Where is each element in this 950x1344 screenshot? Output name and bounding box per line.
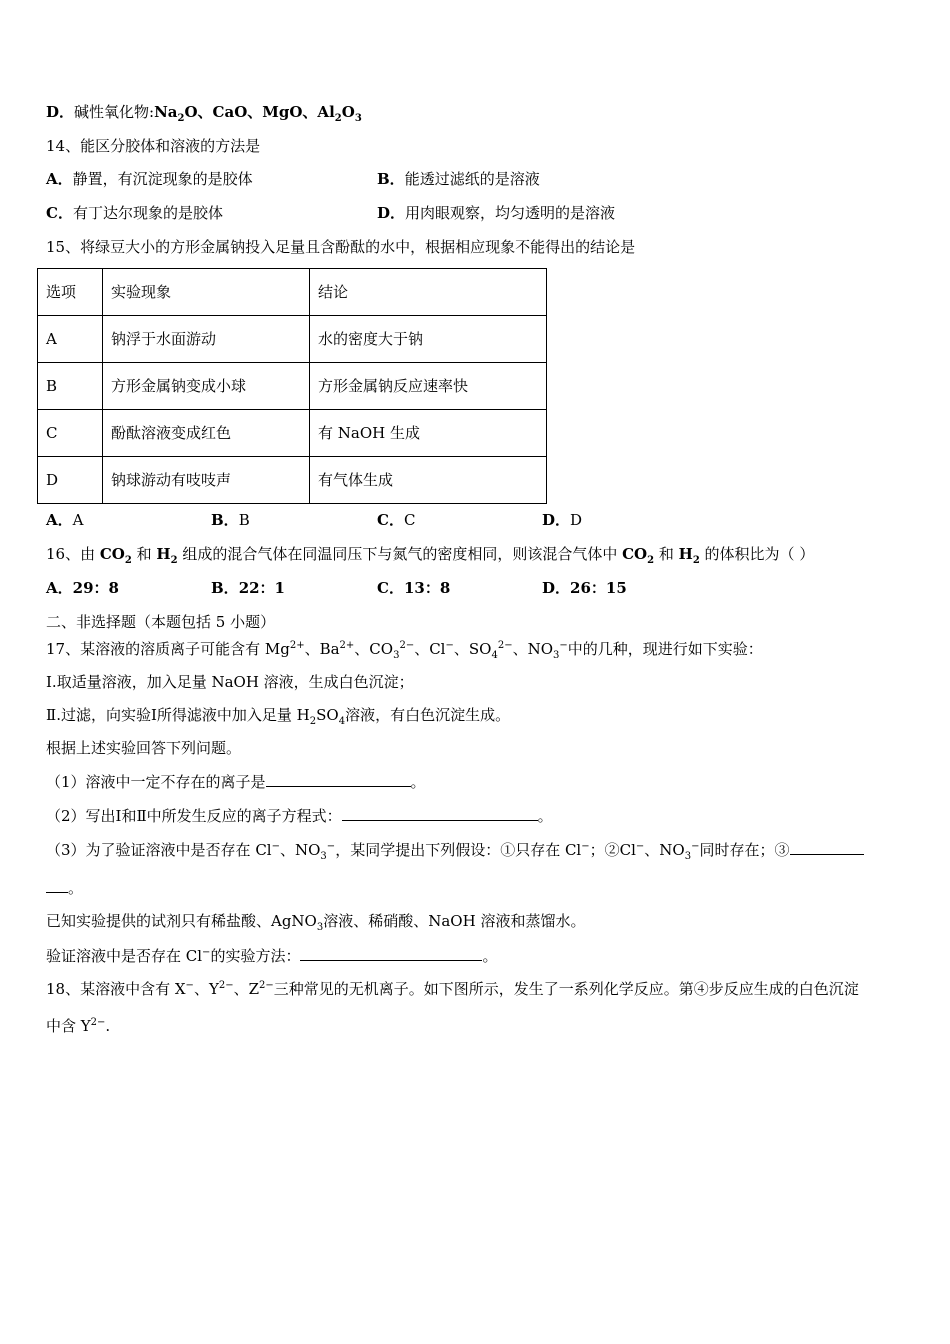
table-cell: B — [38, 363, 103, 410]
table-row — [38, 457, 547, 504]
section-heading: 二、非选择题（本题包括 5 小题） — [46, 613, 276, 631]
table-header-cell: 选项 — [38, 269, 103, 316]
q15-option-b: B．B — [211, 511, 250, 529]
q15-table — [37, 268, 547, 504]
q16-option-b: B．22：1 — [211, 579, 285, 597]
table-cell: 钠浮于水面游动 — [103, 316, 310, 363]
table-header-row — [38, 269, 547, 316]
q17-part3-cont: 。 — [46, 877, 83, 898]
table-header-cell: 实验现象 — [103, 269, 310, 316]
answer-blank[interactable] — [266, 771, 411, 787]
table-cell: 有 NaOH 生成 — [310, 410, 547, 457]
table-row — [38, 410, 547, 457]
q17-step2: Ⅱ.过滤，向实验Ⅰ所得滤液中加入足量 $H_2SO_4$溶液，有白色沉淀生成。 — [46, 706, 511, 727]
q14-option-d: D．用肉眼观察，均匀透明的是溶液 — [377, 204, 616, 222]
q18-stem-cont: 中含 $Y^{2-}$. — [46, 1017, 111, 1035]
table-cell: 水的密度大于钠 — [310, 316, 547, 363]
table-header-cell: 结论 — [310, 269, 547, 316]
q16-stem: 16、由 $CO_2$ 和 $H_2$ 组成的混合气体在同温同压下与氮气的密度相同，则该混合气体中 $CO_2$ 和 $H_2$ 的体积比为（ ） — [46, 545, 815, 566]
q14-stem: 14、能区分胶体和溶液的方法是 — [46, 137, 261, 155]
q16-option-d: D．26：15 — [542, 579, 627, 597]
q16-option-a: A．29：8 — [46, 579, 119, 597]
q17-step1: Ⅰ.取适量溶液，加入足量 NaOH 溶液，生成白色沉淀； — [46, 673, 414, 691]
table-row — [38, 363, 547, 410]
table-cell: 酚酞溶液变成红色 — [103, 410, 310, 457]
table-cell: A — [38, 316, 103, 363]
q18-stem: 18、某溶液中含有 X−、$Y^{2-}$、$Z^{2-}$三种常见的无机离子。如下图所示，发生了一系列化学反应。第④步反应生成的白色沉淀 — [46, 980, 859, 998]
table-cell: 方形金属钠变成小球 — [103, 363, 310, 410]
q17-part2: （2）写出Ⅰ和Ⅱ中所发生反应的离子方程式： 。 — [46, 807, 553, 825]
table-cell: 钠球游动有吱吱声 — [103, 457, 310, 504]
table-row — [38, 316, 547, 363]
q15-option-a: A．A — [46, 511, 84, 529]
table-cell: C — [38, 410, 103, 457]
table-cell: 有气体生成 — [310, 457, 547, 504]
q17-stem: 17、某溶液的溶质离子可能含有 $Mg^{2+}$、$Ba^{2+}$、$CO_3^{2-}$、Cl−、$SO_4^{2-}$、$NO_3^-$中的几种，现进行如下实验： — [46, 640, 763, 661]
q17-verify: 验证溶液中是否存在 Cl−的实验方法： 。 — [46, 947, 498, 965]
answer-blank[interactable] — [342, 805, 538, 821]
q17-intro: 根据上述实验回答下列问题。 — [46, 739, 242, 757]
q17-part1: （1）溶液中一定不存在的离子是 。 — [46, 773, 426, 791]
q15-stem: 15、将绿豆大小的方形金属钠投入足量且含酚酞的水中，根据相应现象不能得出的结论是 — [46, 238, 636, 256]
answer-blank[interactable] — [790, 839, 864, 855]
q14-option-b: B．能透过滤纸的是溶液 — [377, 170, 540, 188]
answer-blank[interactable] — [300, 945, 482, 961]
q14-option-a: A．静置，有沉淀现象的是胶体 — [46, 170, 253, 188]
q15-option-d: D．D — [542, 511, 583, 529]
q15-option-c: C．C — [377, 511, 416, 529]
q17-part3: （3）为了验证溶液中是否存在 Cl−、$NO_3^-$，某同学提出下列假设：①只存在 Cl−；②Cl−、$NO_3^-$同时存在；③ — [46, 839, 864, 860]
q16-option-c: C．13：8 — [377, 579, 451, 597]
q13-option-d: D．碱性氧化物$:Na_2O$、CaO、MgO、$Al_2O_3$ — [46, 103, 362, 124]
q17-known: 已知实验提供的试剂只有稀盐酸、AgNO$_3$溶液、稀硝酸、NaOH 溶液和蒸馏水。 — [46, 912, 586, 933]
answer-blank[interactable] — [46, 877, 68, 893]
table-cell: D — [38, 457, 103, 504]
q14-option-c: C．有丁达尔现象的是胶体 — [46, 204, 223, 222]
table-cell: 方形金属钠反应速率快 — [310, 363, 547, 410]
